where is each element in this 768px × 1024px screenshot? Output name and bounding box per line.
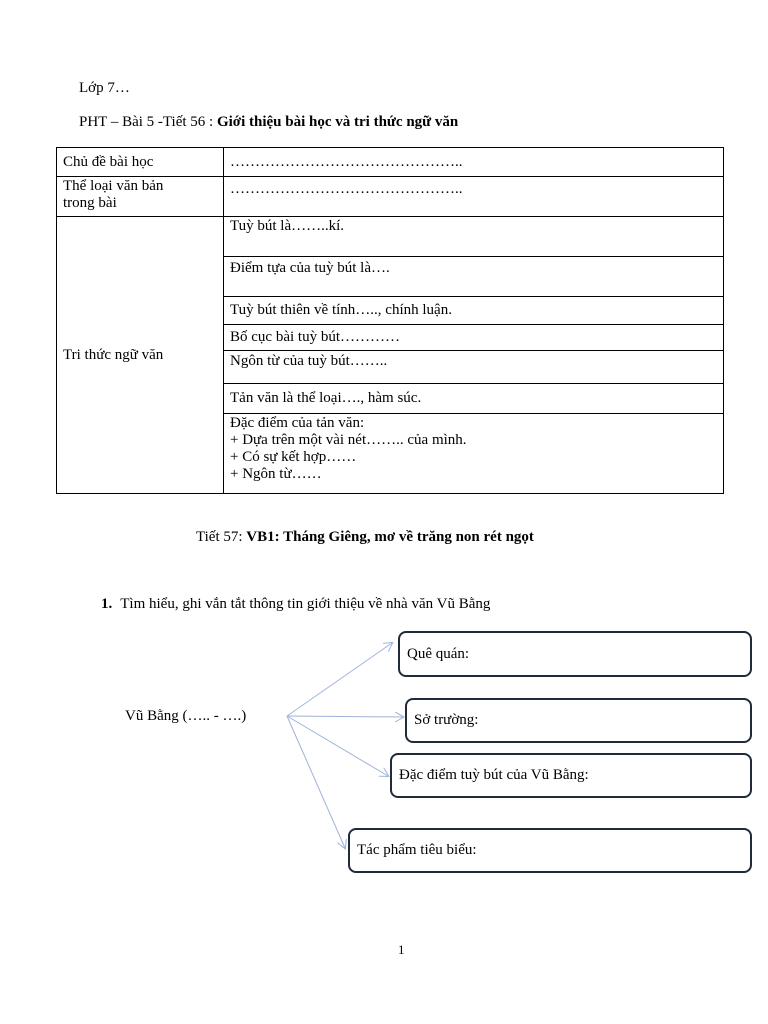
knowledge-table: [56, 147, 724, 494]
topic-value-cell: ………………………………………..: [224, 148, 724, 177]
lesson-57-prefix: Tiết 57:: [196, 529, 247, 545]
so-truong-label: Sở trường:: [414, 712, 479, 728]
worksheet-title-topic: Giới thiệu bài học và tri thức ngữ văn: [216, 114, 459, 130]
genre-label-line-2: trong bài: [63, 195, 117, 211]
knowledge-item-5: Tản văn là thể loại…., hàm súc.: [224, 384, 724, 414]
genre-value-cell: ………………………………………..: [224, 177, 724, 217]
dac-diem-tuy-but-label: Đặc điểm tuỳ bút của Vũ Bằng:: [399, 767, 589, 783]
connector-tac-pham: [287, 716, 345, 848]
tan-van-line-1: + Dựa trên một vài nét…….. của mình.: [230, 432, 467, 448]
knowledge-item-2: Tuỳ bút thiên về tính….., chính luận.: [224, 297, 724, 325]
lesson-57-title: VB1: Tháng Giêng, mơ về trăng non rét ngọt: [246, 529, 534, 545]
genre-label-line-1: Thể loại văn bản: [63, 178, 164, 194]
knowledge-item-1: Điểm tựa của tuỳ bút là….: [224, 257, 724, 297]
genre-label-cell: [57, 177, 224, 217]
tan-van-features-cell: [224, 414, 724, 494]
lesson-57-heading: [196, 529, 534, 546]
tan-van-line-3: + Ngôn từ……: [230, 466, 322, 482]
knowledge-item-0: Tuỳ bút là……..kí.: [224, 217, 724, 257]
dac-diem-tuy-but-box[interactable]: [390, 753, 752, 798]
que-quan-label: Quê quán:: [407, 645, 470, 662]
knowledge-item-3: Bố cục bài tuỳ bút…………: [224, 325, 724, 351]
knowledge-item-4: Ngôn từ của tuỳ bút……..: [224, 351, 724, 384]
tan-van-line-2: + Có sự kết hợp……: [230, 449, 357, 465]
grade-label: Lớp 7…: [79, 80, 130, 96]
author-node: Vũ Bằng (….. - ….): [125, 708, 247, 724]
task-1-number: 1.: [101, 596, 113, 612]
tac-pham-tieu-bieu-label: Tác phẩm tiêu biểu:: [357, 842, 477, 858]
task-1-text: Tìm hiểu, ghi vắn tắt thông tin giới thiệu về nhà văn Vũ Bằng: [120, 596, 491, 612]
knowledge-label-cell: Tri thức ngữ văn: [57, 217, 224, 494]
connector-so-truong: [287, 716, 403, 717]
topic-label-cell: Chủ đề bài học: [57, 148, 224, 177]
tan-van-line-0: Đặc điểm của tản văn:: [230, 415, 365, 431]
so-truong-box[interactable]: [405, 698, 752, 743]
tac-pham-tieu-bieu-box[interactable]: [348, 828, 752, 873]
worksheet-title-prefix: PHT – Bài 5 -Tiết 56 :: [79, 114, 217, 130]
worksheet-title: [79, 114, 458, 131]
page-number: 1: [398, 942, 405, 957]
connector-que-quan: [287, 643, 392, 716]
task-1: [101, 596, 490, 613]
que-quan-box[interactable]: [398, 631, 752, 677]
connector-dac-diem: [287, 716, 388, 776]
